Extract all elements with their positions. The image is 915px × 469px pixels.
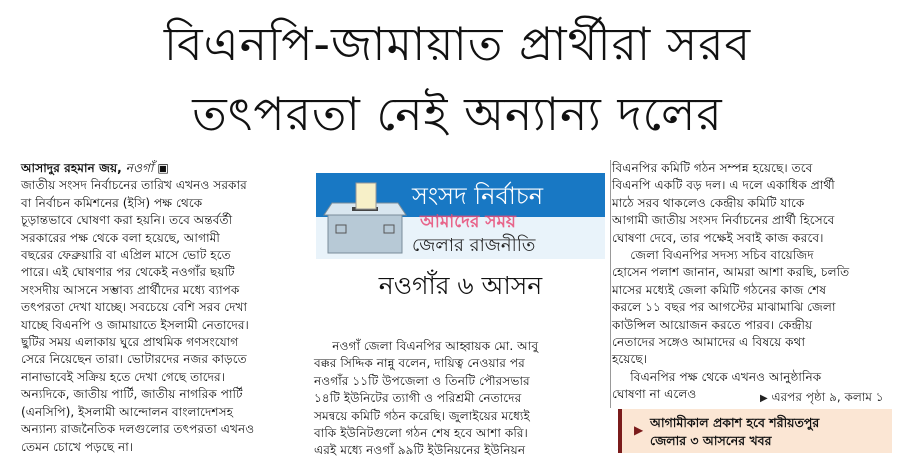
text-line: মাসের মধ্যেই জেলা কমিটি গঠনের কাজ শেষ — [612, 282, 827, 297]
text-line: হয়েছে। — [612, 352, 648, 367]
byline — [21, 160, 306, 177]
text-line: করলে ১১ বছর পর আগস্টের মাঝামাঝি জেলা — [612, 300, 836, 315]
text-line: সমন্বয়ে কমিটি গঠন করেছি। জুলাইয়ের মধ্যেই — [314, 408, 530, 423]
text-line: নওগাঁ জেলা বিএনপির আহ্বায়ক মো. আবু — [332, 339, 539, 353]
text-line: সেরে নিয়েছেন তারা। ভোটারদের নজর কাড়তে — [21, 352, 247, 367]
text-line: বিএনপি একটি বড় দল। এ দলে একাধিক প্রার্থী — [612, 178, 835, 193]
text-line: তেমন চোখে পড়ছে না। — [21, 439, 134, 454]
text-line: ঘোষণা না এলেও — [612, 387, 697, 402]
text-line: বাকি ইউনিটগুলো গঠন শেষ হবে আশা করি। — [314, 426, 528, 441]
ballot-box-icon — [322, 181, 408, 255]
seat-label: নওগাঁর ৬ আসন — [378, 271, 543, 300]
text-line: হোসেন পলাশ জানান, আমরা আশা করছি, চলতি — [612, 265, 850, 280]
text-line: (এনসিপি), ইসলামী আন্দোলন বাংলাদেশসহ — [21, 404, 234, 419]
text-line: ১৪টি ইউনিটের ত্যাগী ও পরিশ্রমী নেতাদের — [314, 391, 522, 406]
text-line: নওগাঁর ১১টি উপজেলা ও তিনটি পৌরসভার — [314, 373, 530, 388]
text-line: কাউন্সিল আয়োজন করতে পারব। কেন্দ্রীয় — [612, 317, 813, 332]
next-issue-line-2: জেলার ৩ আসনের খবর — [650, 433, 772, 448]
triangle-right-icon: ▶ — [634, 423, 644, 437]
column-1 — [21, 160, 306, 456]
column-2-text — [314, 338, 604, 460]
text-line: বিএনপির পক্ষ থেকে এখনও আনুষ্ঠানিক — [630, 369, 822, 384]
text-line: সরকারের পক্ষ থেকে বলা হয়েছে, আগামী — [21, 230, 220, 245]
text-line: চূড়ান্তভাবে ঘোষণা করা হয়নি। তবে অন্তর্বর্তী — [21, 213, 233, 228]
text-line: তৎপরতা দেখা যাচ্ছে। সবচেয়ে বেশি সরব দেখা — [21, 300, 248, 315]
text-line: অন্যদিকে, জাতীয় পার্টি, জাতীয় নাগরিক পার্টি — [21, 387, 243, 402]
reporter-place: নওগাঁ — [125, 161, 154, 175]
election-graphic — [316, 173, 605, 259]
headline-line-2: তৎপরতা নেই অন্যান্য দলের — [192, 87, 723, 141]
square-arrow-icon: ▣ — [157, 161, 169, 175]
text-line: অন্যান্য রাজনৈতিক দলগুলোর তৎপরতা এখনও — [21, 422, 255, 437]
text-line: ঘোষণা দেবে, তার পক্ষেই সবাই কাজ করবে। — [612, 230, 824, 245]
column-3 — [612, 160, 902, 404]
column-1-text — [21, 177, 306, 456]
text-line: ছুটির সময় এলাকায় ঘুরে প্রাথমিক গণসংযোগ — [21, 335, 239, 350]
text-line: নানাভাবেই সক্রিয় হতে দেখা গেছে তাদের। — [21, 369, 226, 384]
headline-line-1: বিএনপি-জামায়াত প্রার্থীরা সরব — [163, 17, 752, 71]
graphic-title: সংসদ নির্বাচন — [412, 182, 544, 210]
text-line: নেতাদের সঙ্গেও আমাদের এ বিষয়ে কথা — [612, 335, 806, 350]
column-3-text — [612, 160, 902, 404]
watermark: আমাদের সময় — [420, 212, 516, 232]
column-divider — [610, 160, 611, 408]
text-line: বিএনপির কমিটি গঠন সম্পন্ন হয়েছে। তবে — [612, 161, 813, 175]
triangle-right-icon: ▶ — [760, 393, 768, 404]
graphic-subtitle: জেলার রাজনীতি — [412, 235, 536, 256]
next-issue-box — [618, 409, 892, 453]
reporter-name: আসাদুর রহমান জয়, — [21, 161, 122, 175]
text-line: জাতীয় সংসদ নির্বাচনের তারিখ এখনও সরকার — [21, 178, 247, 193]
text-line: বক্কর সিদ্দিক নান্নু বলেন, দায়িত্ব নেওয়ার পর — [314, 356, 525, 371]
text-line: এরই মধ্যে নওগাঁ ৯৯টি ইউনিয়নের ইউনিয়ন — [314, 443, 526, 458]
text-line: আগামী জাতীয় সংসদ নির্বাচনের প্রার্থী হিসেবে — [612, 213, 835, 228]
text-line: জেলা বিএনপির সদস্য সচিব বায়েজিদ — [630, 248, 814, 263]
next-issue-line-1: আগামীকাল প্রকাশ হবে শরীয়তপুর — [650, 415, 820, 430]
jump-text: এরপর পৃষ্ঠা ৯, কলাম ১ — [771, 390, 884, 404]
text-line: মাঠে সরব থাকলেও কেন্দ্রীয় কমিটি যাকে — [612, 195, 805, 210]
text-line: সংসদীয় আসনে সম্ভাব্য প্রার্থীদের মধ্যে ব্যাপক — [21, 282, 240, 297]
jump-line — [760, 389, 884, 409]
text-line: বা নির্বাচন কমিশনের (ইসি) পক্ষ থেকে — [21, 195, 203, 210]
column-2 — [314, 338, 604, 460]
text-line: যাচ্ছে বিএনপি ও জামায়াতে ইসলামী নেতাদের। — [21, 317, 249, 332]
text-line: পারে। এই ঘোষণার পর থেকেই নওগাঁর ছয়টি — [21, 265, 235, 280]
text-line: বছরের ফেব্রুয়ারি বা এপ্রিল মাসে ভোট হতে — [21, 248, 231, 263]
